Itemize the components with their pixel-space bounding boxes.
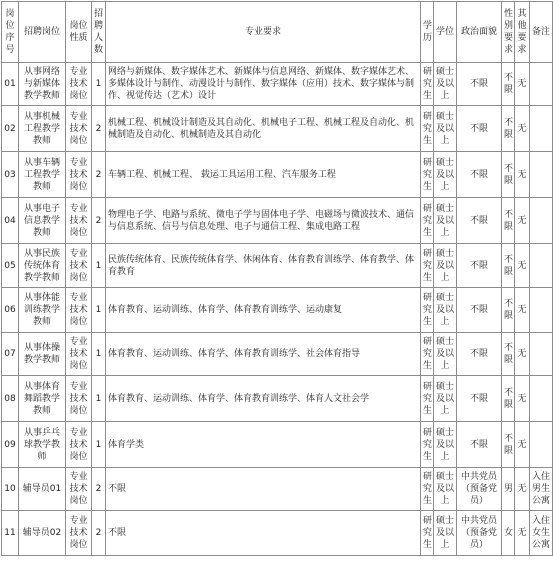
header-nature: 岗位性质 [66,2,92,63]
cell-count: 2 [92,106,106,152]
table-row [2,244,553,288]
cell-major: 体育教育、运动训练、体育学、体育教育训练学、社会体育指导 [106,333,421,376]
cell-title: 从事车辆工程教学教师 [19,152,66,198]
cell-education: 研究生 [421,152,434,198]
cell-gender: 不限 [502,198,515,244]
cell-title: 辅导员02 [19,511,66,556]
cell-education: 研究生 [421,468,434,511]
cell-no: 04 [2,198,19,244]
cell-gender: 不限 [502,376,515,422]
cell-other: 无 [515,106,530,152]
cell-count: 1 [92,244,106,288]
table-row [2,511,553,556]
cell-note [530,376,553,422]
cell-nature: 专业技术岗位 [66,511,92,556]
cell-degree: 硕士及以上 [434,198,457,244]
cell-nature: 专业技术岗位 [66,468,92,511]
cell-no: 11 [2,511,19,556]
cell-no: 10 [2,468,19,511]
cell-no: 01 [2,63,19,106]
cell-title: 从事乒乓球教学教师 [19,422,66,468]
cell-gender: 不限 [502,106,515,152]
cell-nature: 专业技术岗位 [66,106,92,152]
cell-education: 研究生 [421,511,434,556]
recruitment-table-container [1,1,552,567]
cell-politics: 中共党员（预备党员） [457,511,502,556]
cell-degree: 硕士及以上 [434,244,457,288]
cell-gender: 不限 [502,422,515,468]
cell-other: 无 [515,468,530,511]
cell-politics: 不限 [457,376,502,422]
cell-degree: 硕士及以上 [434,376,457,422]
cell-gender: 不限 [502,333,515,376]
table-row [2,422,553,468]
cell-title: 从事电子信息教学教师 [19,198,66,244]
cell-nature: 专业技术岗位 [66,63,92,106]
cell-title: 从事体操教学教师 [19,333,66,376]
header-title: 招聘岗位 [19,2,66,63]
cell-count: 2 [92,152,106,198]
cell-major: 不限 [106,511,421,556]
cell-politics: 不限 [457,244,502,288]
cell-other: 无 [515,198,530,244]
table-row [2,198,553,244]
cell-politics: 不限 [457,422,502,468]
cell-other: 无 [515,333,530,376]
header-gender: 性别要求 [502,2,515,63]
recruitment-table [1,1,553,556]
cell-education: 研究生 [421,63,434,106]
cell-education: 研究生 [421,106,434,152]
cell-major: 网络与新媒体、数字媒体艺术、新媒体与信息网络、新媒体、数字媒体艺术、多媒体设计与制作、动漫设计与制作、数字媒体（应用）技术、数字媒体与制作、视觉传达（艺术）设计 [106,63,421,106]
cell-title: 从事体能训练教学教师 [19,288,66,333]
cell-note [530,288,553,333]
cell-major: 不限 [106,468,421,511]
cell-no: 02 [2,106,19,152]
cell-note: 入住女生公寓 [530,511,553,556]
cell-other: 无 [515,511,530,556]
cell-nature: 专业技术岗位 [66,152,92,198]
cell-note: 入住男生公寓 [530,468,553,511]
cell-nature: 专业技术岗位 [66,333,92,376]
cell-note [530,333,553,376]
cell-count: 2 [92,468,106,511]
cell-nature: 专业技术岗位 [66,198,92,244]
cell-count: 1 [92,288,106,333]
cell-education: 研究生 [421,288,434,333]
cell-education: 研究生 [421,244,434,288]
cell-degree: 硕士及以上 [434,152,457,198]
cell-major: 体育教育、运动训练、体育学、体育教育训练学、体育人文社会学 [106,376,421,422]
cell-degree: 硕士及以上 [434,511,457,556]
cell-other: 无 [515,63,530,106]
cell-major: 车辆工程、机械工程、 载运工具运用工程、汽车服务工程 [106,152,421,198]
table-row [2,333,553,376]
cell-major: 体育学类 [106,422,421,468]
header-degree: 学位 [434,2,457,63]
cell-other: 无 [515,376,530,422]
cell-other: 无 [515,152,530,198]
cell-degree: 硕士及以上 [434,422,457,468]
header-count: 招聘人数 [92,2,106,63]
cell-nature: 专业技术岗位 [66,288,92,333]
table-row [2,376,553,422]
cell-politics: 不限 [457,106,502,152]
cell-gender: 不限 [502,244,515,288]
cell-gender: 女 [502,511,515,556]
cell-gender: 不限 [502,63,515,106]
cell-gender: 不限 [502,152,515,198]
cell-count: 1 [92,422,106,468]
cell-other: 无 [515,422,530,468]
cell-count: 2 [92,511,106,556]
header-no: 岗位序号 [2,2,19,63]
cell-title: 从事体育舞蹈教学教师 [19,376,66,422]
cell-nature: 专业技术岗位 [66,376,92,422]
cell-education: 研究生 [421,333,434,376]
cell-major: 民族传统体育、民族传统体育学、休闲体育、体育教育训练学、体育教学、体育教育 [106,244,421,288]
cell-politics: 不限 [457,198,502,244]
cell-no: 09 [2,422,19,468]
cell-title: 从事机械工程教学教师 [19,106,66,152]
cell-other: 无 [515,288,530,333]
cell-no: 03 [2,152,19,198]
cell-no: 08 [2,376,19,422]
cell-no: 07 [2,333,19,376]
cell-gender: 男 [502,468,515,511]
cell-no: 06 [2,288,19,333]
cell-nature: 专业技术岗位 [66,422,92,468]
cell-politics: 中共党员（预备党员） [457,468,502,511]
cell-other: 无 [515,244,530,288]
cell-politics: 不限 [457,63,502,106]
cell-education: 研究生 [421,198,434,244]
cell-note [530,152,553,198]
cell-nature: 专业技术岗位 [66,244,92,288]
cell-no: 05 [2,244,19,288]
table-row [2,468,553,511]
header-other: 其他要求 [515,2,530,63]
cell-degree: 硕士及以上 [434,288,457,333]
table-row [2,106,553,152]
cell-degree: 硕士及以上 [434,63,457,106]
cell-count: 1 [92,63,106,106]
cell-count: 1 [92,333,106,376]
cell-note [530,244,553,288]
header-politics: 政治面貌 [457,2,502,63]
table-row [2,63,553,106]
cell-major: 体育教育、运动训练、体育学、体育教育训练学、运动康复 [106,288,421,333]
cell-title: 从事民族传统体育教学教师 [19,244,66,288]
header-education: 学历 [421,2,434,63]
cell-note [530,422,553,468]
cell-degree: 硕士及以上 [434,333,457,376]
cell-title: 从事网络与新媒体教学教师 [19,63,66,106]
cell-gender: 不限 [502,288,515,333]
cell-note [530,63,553,106]
cell-degree: 硕士及以上 [434,106,457,152]
table-row [2,152,553,198]
header-major: 专业要求 [106,2,421,63]
cell-education: 研究生 [421,376,434,422]
cell-count: 1 [92,376,106,422]
cell-note [530,198,553,244]
cell-count: 2 [92,198,106,244]
cell-politics: 不限 [457,288,502,333]
cell-major: 物理电子学、电路与系统、微电子学与固体电子学、电磁场与微波技术、通信与信息系统、信号与信息处理、电子与通信工程、集成电路工程 [106,198,421,244]
cell-education: 研究生 [421,422,434,468]
cell-title: 辅导员01 [19,468,66,511]
header-note: 备注 [530,2,553,63]
header-row [2,2,553,63]
cell-major: 机械工程、机械设计制造及其自动化、机械电子工程、机械工程及自动化、机械制造及自动化、机械制造及其自动化 [106,106,421,152]
cell-note [530,106,553,152]
cell-degree: 硕士及以上 [434,468,457,511]
table-row [2,288,553,333]
cell-politics: 不限 [457,333,502,376]
cell-politics: 不限 [457,152,502,198]
